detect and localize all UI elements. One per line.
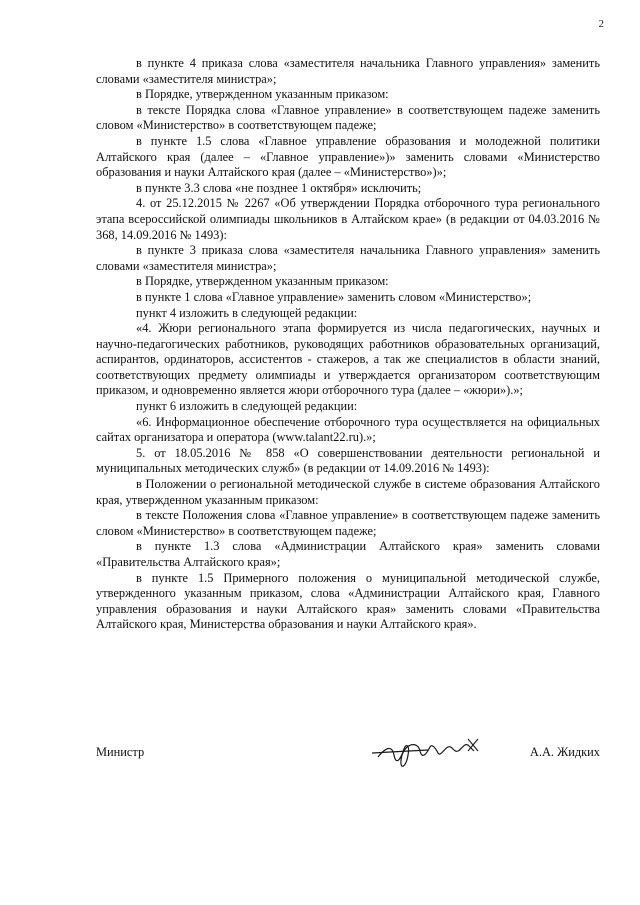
paragraph: в пункте 4 приказа слова «заместителя начальника Главного управления» заменить словами «заместителя министра»; — [96, 56, 600, 86]
paragraph: в Порядке, утвержденном указанным приказом: — [136, 87, 389, 102]
paragraph: 5. от 18.05.2016 № 858 «О совершенствовании деятельности региональной и муниципальных методических служб» (в редакции от 14.09.2016 № 1493): — [96, 445, 600, 476]
paragraph: в пункте 1 слова «Главное управление» заменить словом «Министерство»; — [136, 289, 532, 304]
paragraph: пункт 6 изложить в следующей редакции: — [136, 399, 358, 414]
signatory-title: Министр — [96, 745, 145, 759]
paragraph: в пункте 1.5 Примерного положения о муниципальной методической службе, утвержденного указанным приказом, слова «Администрации Алтайского края, Главного управления образования и науки Алтайского края» заменить словами «Правительства Алтайского края, Министерства образования и науки Алтайского края». — [96, 570, 600, 632]
paragraph: в тексте Положения слова «Главное управление» в соответствующем падеже заменить словом «Министерство» в соответствующем падеже; — [96, 508, 600, 538]
page-number: 2 — [598, 18, 604, 30]
paragraph: в пункте 3.3 слова «не позднее 1 октября» исключить; — [136, 180, 422, 195]
paragraph: «4. Жюри регионального этапа формируется из числа педагогических, научных и научно-педагогических работников, руководящих работников образовательных организаций, аспирантов, ординаторов, ассистентов - стажеров, а так же специалистов в области знаний, соответствующих предмету олимпиады и утверждается организатором соответствующим приказом, и одновременно является жюри отборочного тура (далее – «жюри»).»; — [96, 321, 600, 398]
paragraph: «6. Информационное обеспечение отборочного тура осуществляется на официальных сайтах организатора и оператора (www.talant22.ru).»; — [96, 414, 600, 445]
handwritten-signature — [368, 725, 498, 775]
paragraph: в пункте 1.3 слова «Администрации Алтайского края» заменить словами «Правительства Алтайского края»; — [96, 539, 600, 569]
paragraph: пункт 4 изложить в следующей редакции: — [136, 305, 358, 320]
paragraph: 4. от 25.12.2015 № 2267 «Об утверждении Порядка отборочного тура регионального этапа всероссийской олимпиады школьников в Алтайском крае» (в редакции от 04.03.2016 № 368, 14.09.2016 № 1493): — [96, 196, 600, 242]
paragraph: в Положении о региональной методической службе в системе образования Алтайского края, утвержденном указанным приказом: — [96, 477, 600, 507]
paragraph: в пункте 1.5 слова «Главное управление образования и молодежной политики Алтайского края (далее – «Главное управление»)» заменить словами «Министерство образования и науки Алтайского края (далее – «Министерство»)»; — [96, 133, 600, 180]
paragraph: в тексте Порядка слова «Главное управление» в соответствующем падеже заменить словом «Министерство» в соответствующем падеже; — [96, 102, 600, 133]
document-body — [96, 56, 600, 633]
signature-block — [96, 733, 600, 773]
paragraph: в Порядке, утвержденном указанным приказом: — [136, 274, 389, 289]
paragraph: в пункте 3 приказа слова «заместителя начальника Главного управления» заменить словами «заместителя министра»; — [96, 243, 600, 273]
signatory-name: А.А. Жидких — [529, 745, 600, 759]
